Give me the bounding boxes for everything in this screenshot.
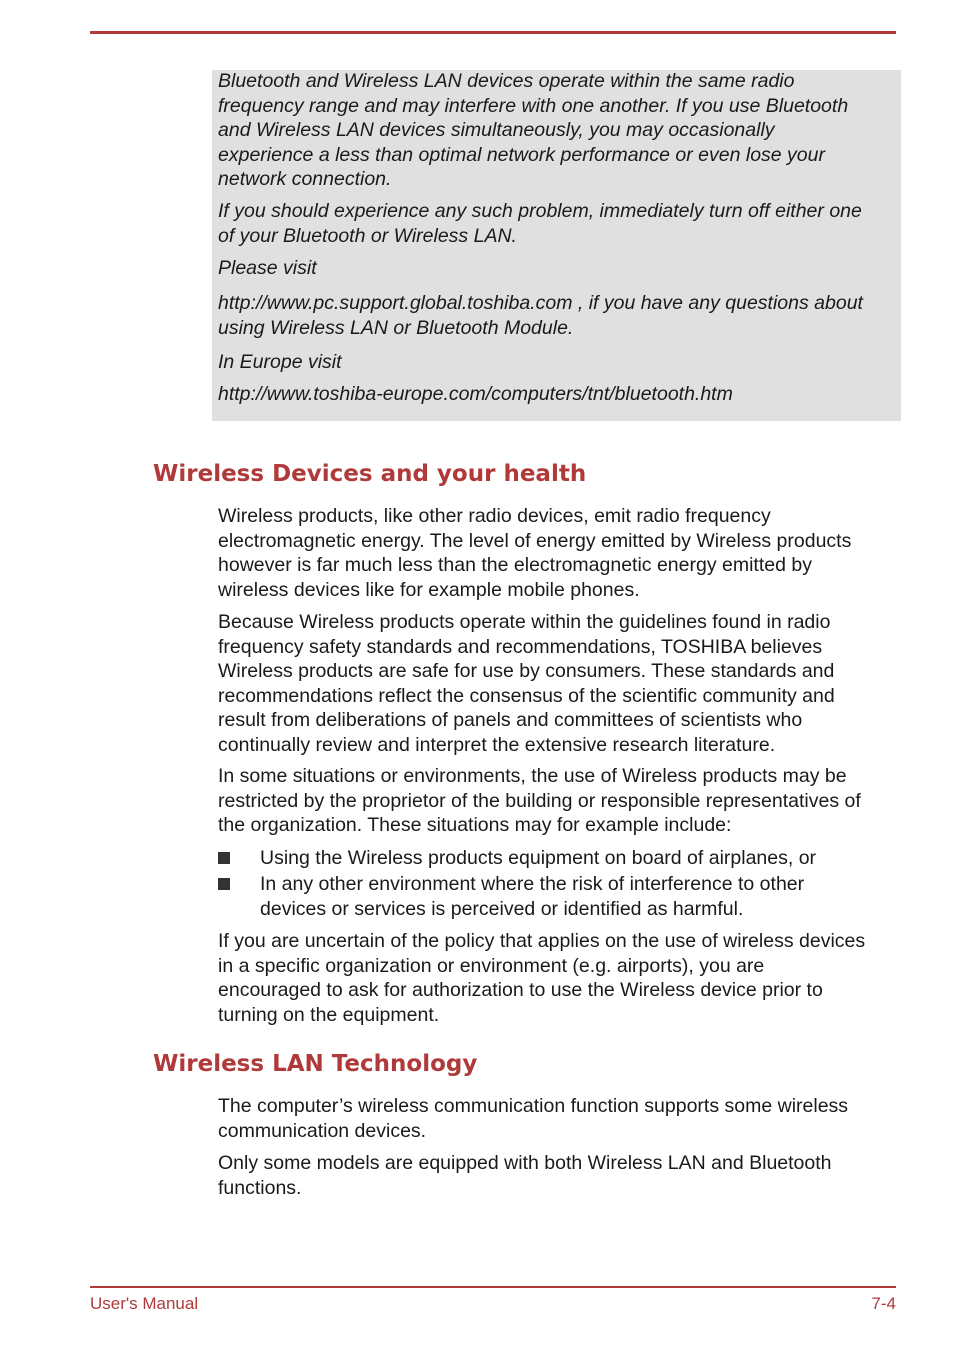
header-rule <box>90 31 896 34</box>
lan-paragraph-models: Only some models are equipped with both Wireless LAN and Bluetooth functions. <box>218 1152 832 1199</box>
square-bullet-icon <box>218 852 230 864</box>
section-heading-health: Wireless Devices and your health <box>153 461 587 487</box>
health-paragraph-restrictions: In some situations or environments, the use of Wireless products may be restricted by the proprietor of the building or responsible representatives of the organization. These situations may for example include: <box>218 765 861 836</box>
health-paragraph-standards: Because Wireless products operate within the guidelines found in radio frequency safety standards and recommendations, TOSHIBA believes Wireless products are safe for use by consumers. These standards and recommendations reflect the consensus of the scientific community and result from deliberations of panels and committees of scientists who continually review and interpret the extensive research literature. <box>218 611 835 756</box>
note-paragraph-problem: If you should experience any such problem, immediately turn off either one of your Bluetooth or Wireless LAN. <box>218 200 862 247</box>
health-paragraph-emission: Wireless products, like other radio devices, emit radio frequency electromagnetic energy. The level of energy emitted by Wireless products however is far much less than the electromagnetic energy emitted by wireless devices like for example mobile phones. <box>218 505 852 601</box>
section-heading-lan: Wireless LAN Technology <box>153 1051 478 1077</box>
note-paragraph-europe-visit: In Europe visit <box>218 351 342 373</box>
lan-paragraph-function: The computer’s wireless communication function supports some wireless communication devices. <box>218 1095 849 1142</box>
footer-manual-title: User's Manual <box>90 1294 199 1313</box>
note-paragraph-support-link: http://www.pc.support.global.toshiba.com , if you have any questions about using Wireless LAN or Bluetooth Module. <box>218 292 863 339</box>
note-paragraph-please-visit: Please visit <box>218 257 317 279</box>
page-number: 7-4 <box>871 1294 896 1313</box>
health-paragraph-uncertain: If you are uncertain of the policy that applies on the use of wireless devices in a specific organization or environment (e.g. airports), you are encouraged to ask for authorization to use the Wireless device prior to turning on the equipment. <box>218 930 866 1026</box>
support-link[interactable]: http://www.pc.support.global.toshiba.com , if you have any questions about <box>218 292 863 314</box>
square-bullet-icon <box>218 878 230 890</box>
europe-link[interactable]: http://www.toshiba-europe.com/computers/tnt/bluetooth.htm <box>218 383 733 405</box>
footer-rule <box>90 1286 896 1288</box>
note-paragraph-interference: Bluetooth and Wireless LAN devices operate within the same radio frequency range and may interfere with one another. If you use Bluetooth and Wireless LAN devices simultaneously, you may occasionally experience a less than optimal network performance or even lose your network connection. <box>218 70 849 190</box>
